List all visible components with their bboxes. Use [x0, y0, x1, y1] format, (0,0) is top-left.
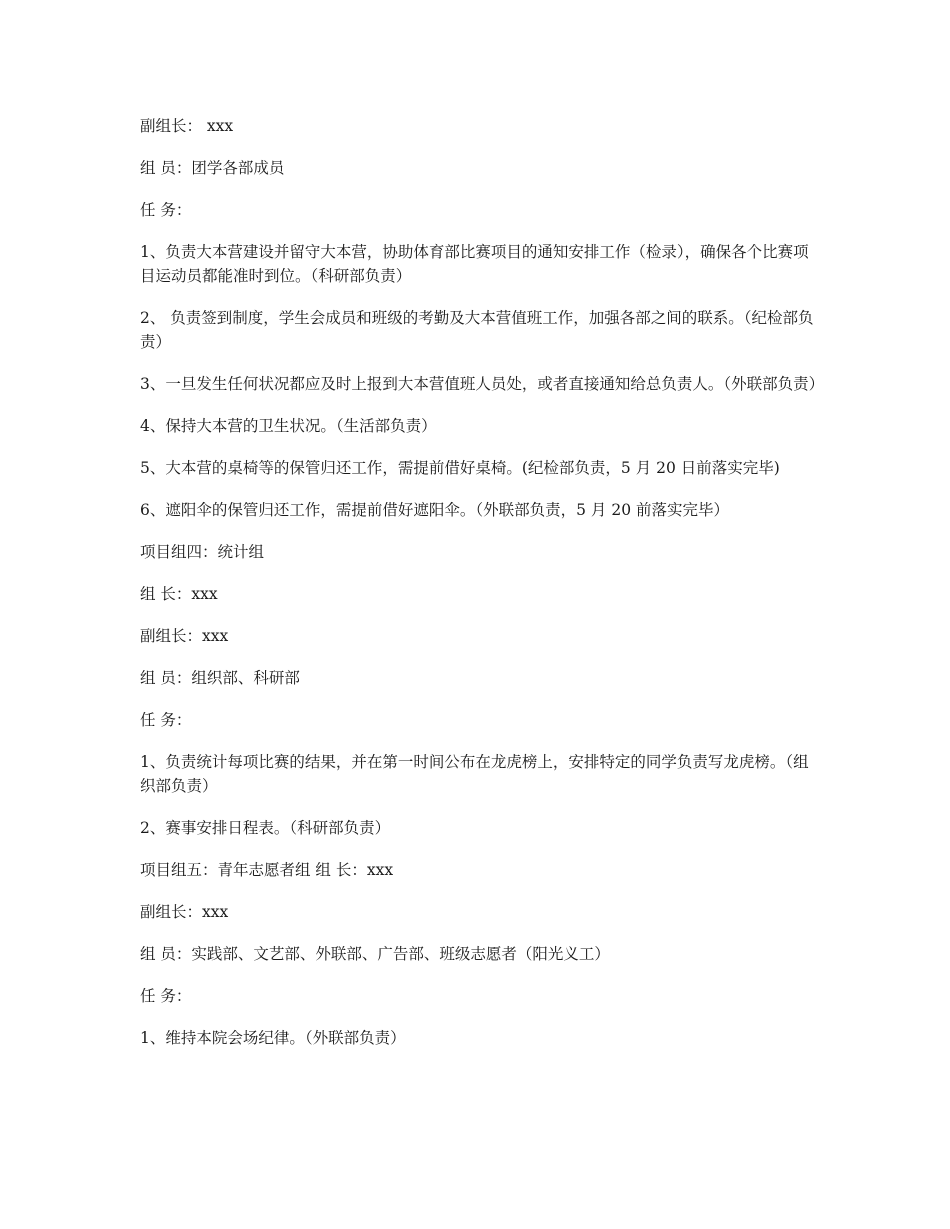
members-line: 组 员：实践部、文艺部、外联部、广告部、班级志愿者（阳光义工）: [140, 945, 610, 963]
task-item: 2、赛事安排日程表。（科研部负责）: [140, 819, 391, 837]
task-item: 4、保持大本营的卫生状况。（生活部负责）: [140, 417, 437, 435]
vice-leader-line: 副组长： xxx: [140, 117, 234, 135]
task-item: 3、一旦发生任何状况都应及时上报到大本营值班人员处，或者直接通知给总负责人。（外联部负责）: [140, 375, 825, 393]
leader-line: 组 长：xxx: [140, 585, 218, 603]
group-heading: 项目组四：统计组: [140, 543, 265, 561]
task-item: 1、负责大本营建设并留守大本营，协助体育部比赛项目的通知安排工作（检录），确保各个比赛项目运动员都能准时到位。（科研部负责）: [140, 243, 809, 285]
vice-leader-line: 副组长：xxx: [140, 903, 229, 921]
group-heading: 项目组五：青年志愿者组 组 长：xxx: [140, 861, 394, 879]
vice-leader-line: 副组长：xxx: [140, 627, 229, 645]
task-item: 1、维持本院会场纪律。（外联部负责）: [140, 1029, 406, 1047]
task-item: 6、遮阳伞的保管归还工作，需提前借好遮阳伞。（外联部负责，5 月 20 前落实完毕）: [140, 501, 729, 519]
members-line: 组 员：组织部、科研部: [140, 669, 300, 687]
task-item: 2、 负责签到制度，学生会成员和班级的考勤及大本营值班工作，加强各部之间的联系。（纪检部负责）: [140, 309, 814, 351]
task-item: 1、负责统计每项比赛的结果，并在第一时间公布在龙虎榜上，安排特定的同学负责写龙虎榜。（组织部负责）: [140, 753, 809, 795]
task-item: 5、大本营的桌椅等的保管归还工作，需提前借好桌椅。(纪检部负责，5 月 20 日前落实完毕): [140, 459, 780, 477]
document-body: [140, 114, 825, 1068]
tasks-heading: 任 务：: [140, 711, 192, 729]
tasks-heading: 任 务：: [140, 201, 192, 219]
members-line: 组 员：团学各部成员: [140, 159, 285, 177]
tasks-heading: 任 务：: [140, 987, 192, 1005]
